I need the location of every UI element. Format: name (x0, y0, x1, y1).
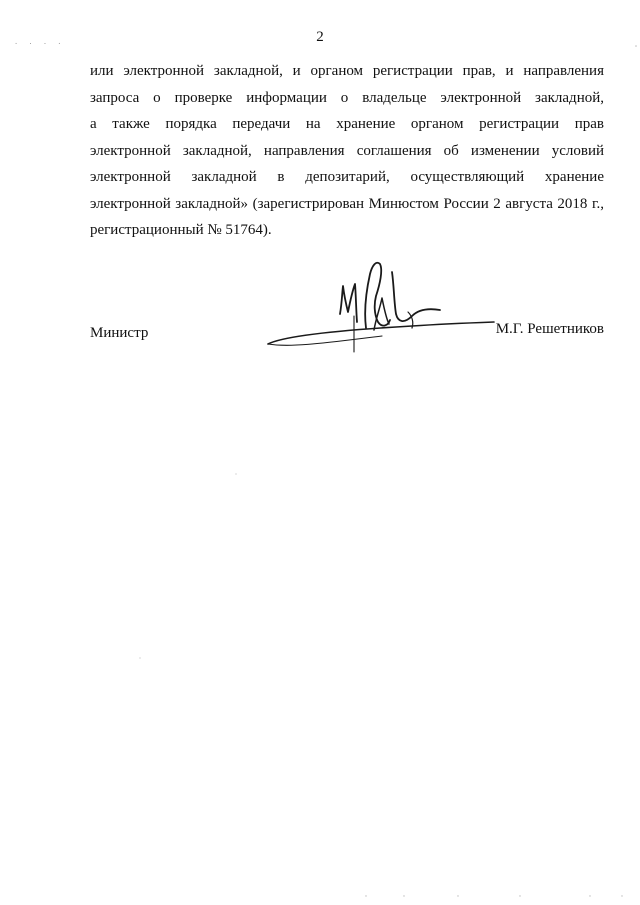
scan-marks: . . . . (14, 38, 65, 46)
body-line: регистрационный № 51764). (90, 222, 272, 238)
body-line: запроса о проверке информации о владельце электронной закладной, (90, 89, 604, 106)
body-line: электронной закладной, направления соглашения об изменении условий (90, 142, 604, 159)
body-line: а также порядка передачи на хранение органом регистрации прав (90, 116, 604, 132)
handwritten-signature (262, 252, 502, 362)
body-line: электронной закладной в депозитарий, осуществляющий хранение (90, 169, 604, 185)
body-line: или электронной закладной, и органом регистрации прав, и направления (90, 63, 604, 79)
page-number: 2 (316, 29, 324, 45)
signatory-name: М.Г. Решетников (495, 321, 604, 337)
body-paragraph (90, 58, 604, 244)
signatory-title: Министр (90, 325, 149, 341)
body-line: электронной закладной» (зарегистрирован Минюстом России 2 августа 2018 г., (90, 195, 604, 212)
